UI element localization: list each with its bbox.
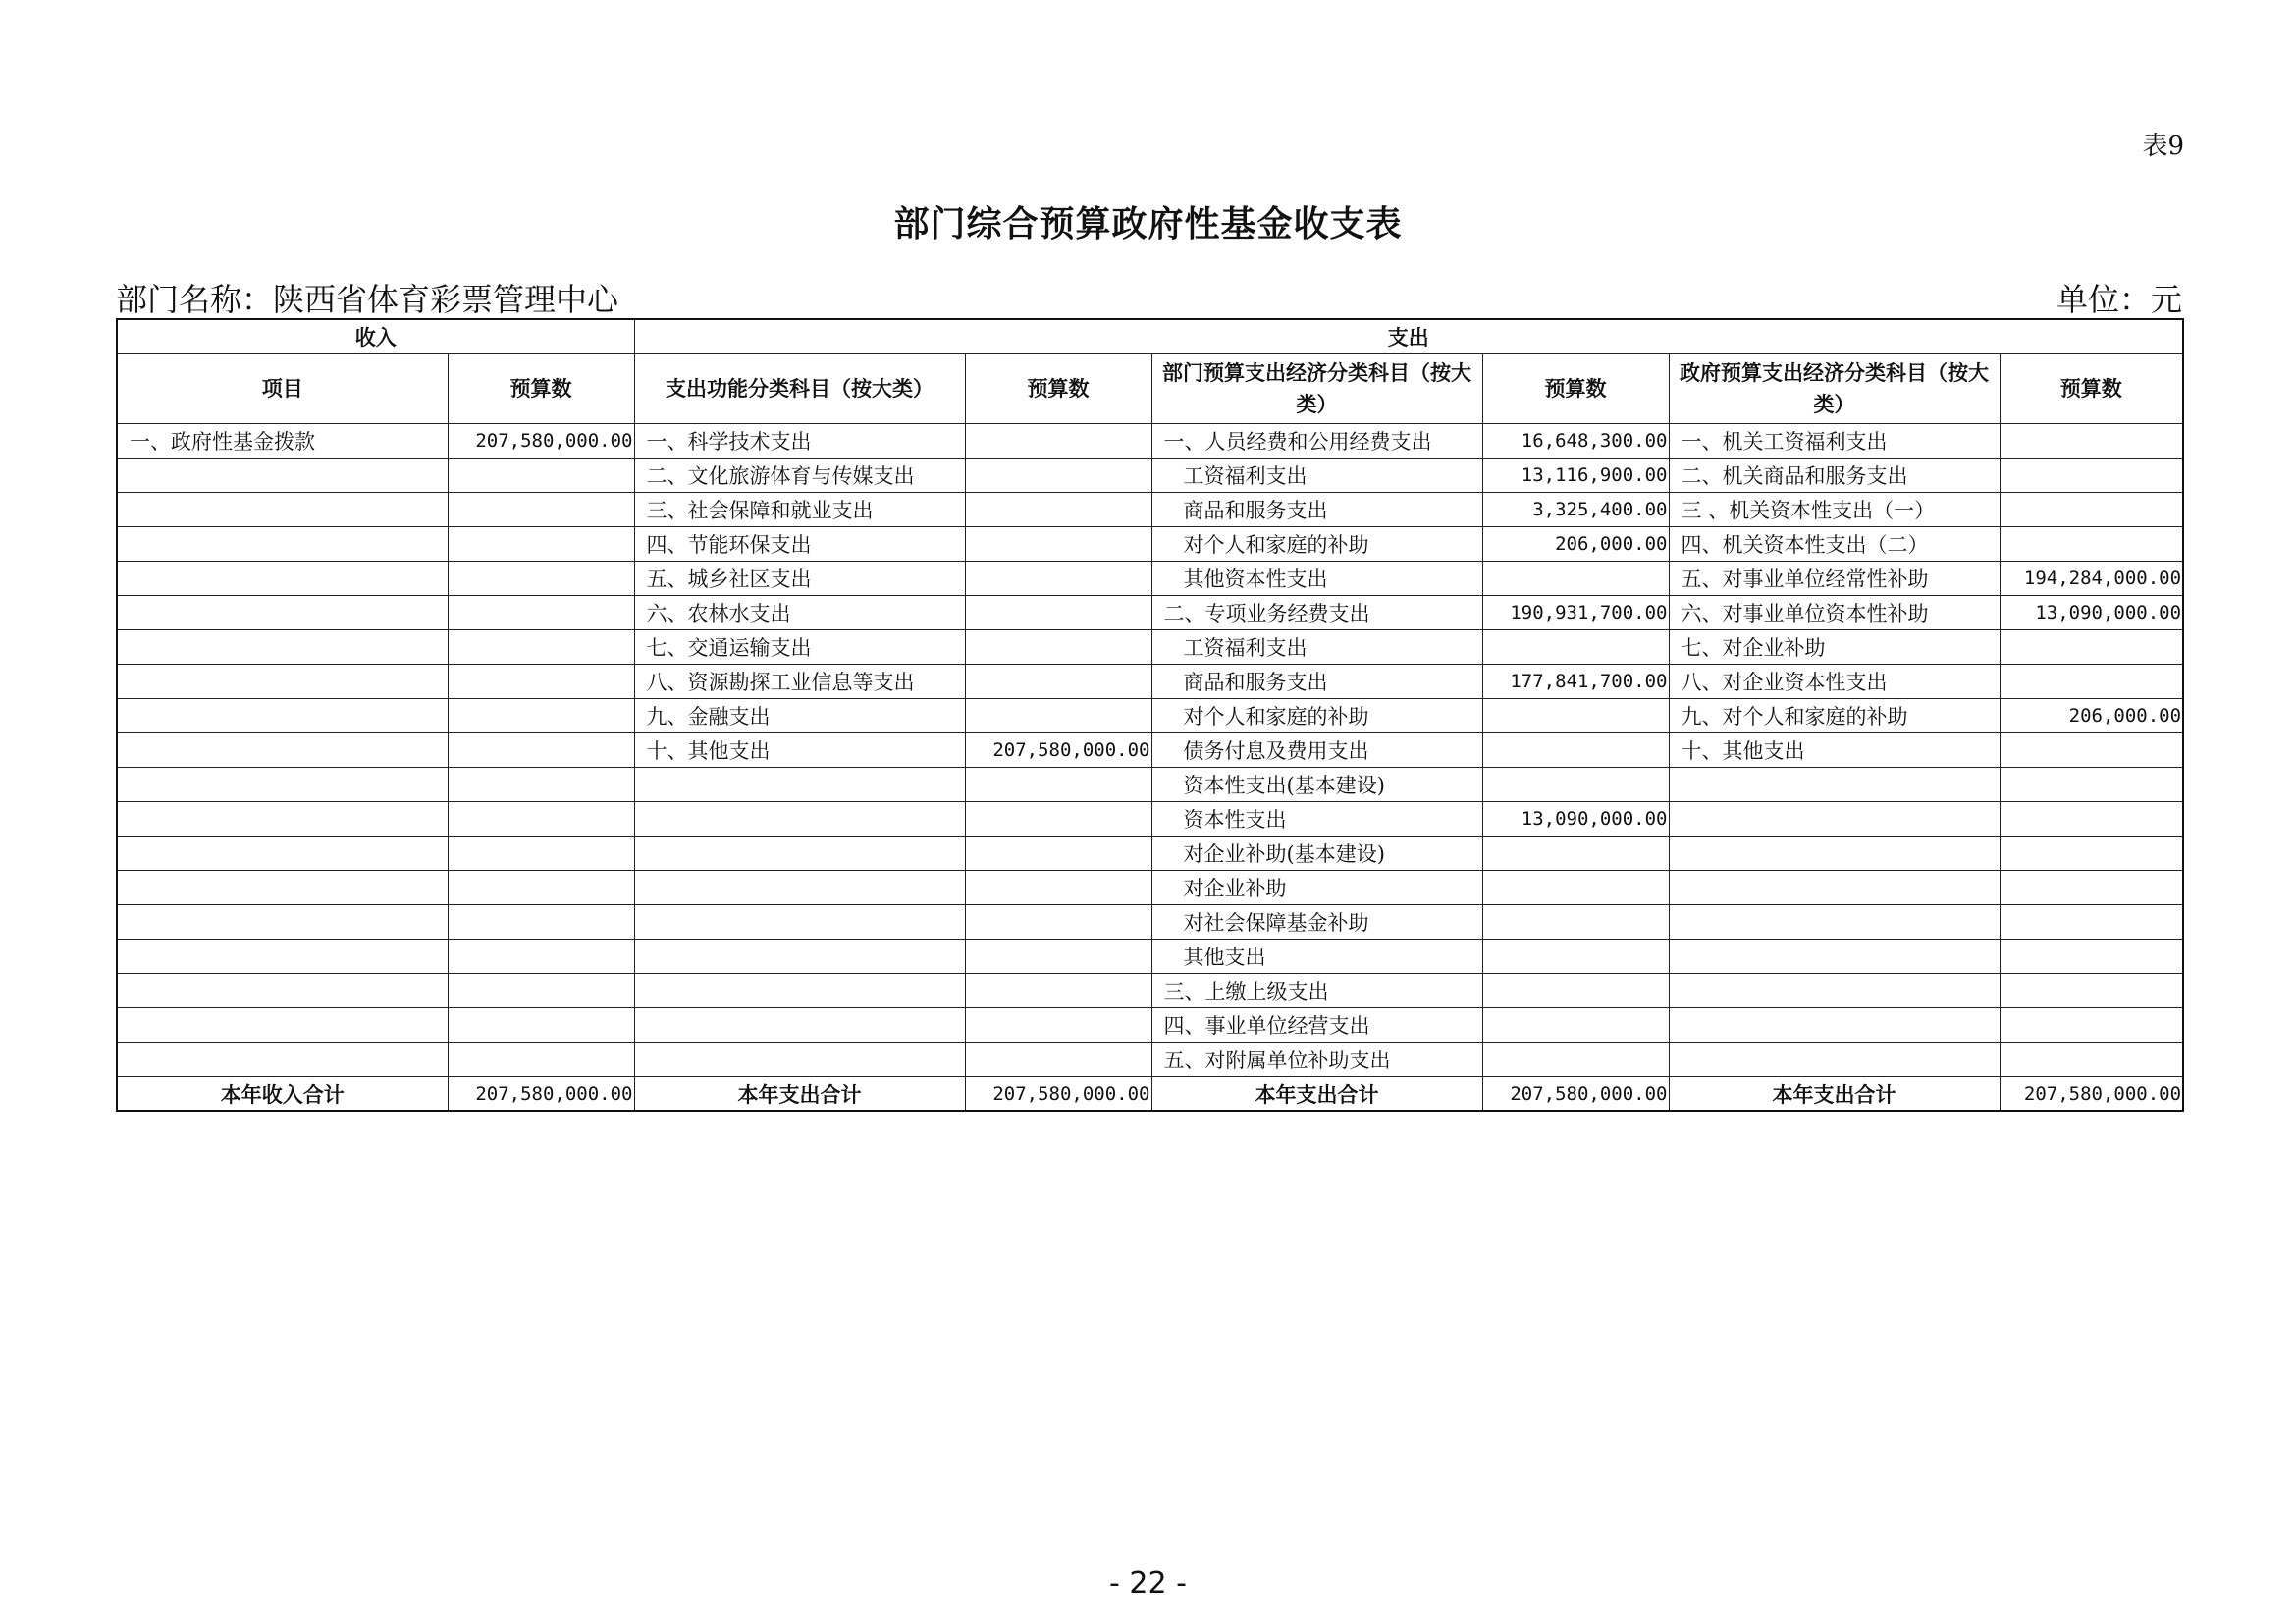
income-item-cell [117, 493, 448, 527]
gov-item-cell: 五、对事业单位经常性补助 [1669, 562, 2000, 596]
dept-budget-cell: 190,931,700.00 [1482, 596, 1669, 630]
func-item-cell [634, 871, 965, 905]
func-budget-cell [965, 493, 1151, 527]
gov-item-cell: 一、机关工资福利支出 [1669, 424, 2000, 459]
income-item-cell [117, 596, 448, 630]
income-item-cell [117, 733, 448, 768]
income-item-cell [117, 905, 448, 940]
dept-budget-cell: 177,841,700.00 [1482, 665, 1669, 699]
gov-item-cell [1669, 837, 2000, 871]
table-row [117, 527, 2183, 562]
income-item-cell [117, 1008, 448, 1043]
gov-budget-cell [2000, 905, 2183, 940]
gov-budget-cell [2000, 665, 2183, 699]
budget-table [116, 318, 2184, 1112]
gov-budget-cell [2000, 974, 2183, 1008]
income-budget-cell [448, 527, 634, 562]
income-item-cell [117, 630, 448, 665]
func-item-cell [634, 768, 965, 802]
income-item-cell [117, 459, 448, 493]
income-budget-cell [448, 699, 634, 733]
dept-budget-cell [1482, 871, 1669, 905]
func-item-cell: 六、农林水支出 [634, 596, 965, 630]
dept-info-line [116, 275, 2182, 318]
func-budget-cell: 207,580,000.00 [965, 733, 1151, 768]
func-budget-cell [965, 596, 1151, 630]
dept-budget-cell [1482, 733, 1669, 768]
income-budget-cell [448, 1008, 634, 1043]
dept-item-cell: 对个人和家庭的补助 [1151, 699, 1482, 733]
gov-item-cell: 十、其他支出 [1669, 733, 2000, 768]
income-budget-cell [448, 493, 634, 527]
gov-budget-cell: 206,000.00 [2000, 699, 2183, 733]
table-row [117, 940, 2183, 974]
gov-item-cell: 七、对企业补助 [1669, 630, 2000, 665]
gov-item-cell: 二、机关商品和服务支出 [1669, 459, 2000, 493]
income-budget-cell [448, 459, 634, 493]
gov-budget-cell [2000, 493, 2183, 527]
table-row [117, 459, 2183, 493]
dept-item-cell: 一、人员经费和公用经费支出 [1151, 424, 1482, 459]
dept-budget-cell: 206,000.00 [1482, 527, 1669, 562]
gov-budget-cell [2000, 1008, 2183, 1043]
gov-budget-header: 预算数 [2000, 354, 2183, 424]
table-row [117, 699, 2183, 733]
income-budget-cell [448, 665, 634, 699]
dept-item-cell: 资本性支出 [1151, 802, 1482, 837]
unit-label: 单位：元 [2056, 281, 2182, 318]
table-body [117, 424, 2183, 1077]
gov-item-cell [1669, 1008, 2000, 1043]
income-item-cell [117, 665, 448, 699]
func-budget-cell [965, 940, 1151, 974]
income-budget-cell [448, 630, 634, 665]
income-budget-cell [448, 837, 634, 871]
income-total-label: 本年收入合计 [117, 1077, 448, 1112]
item-header: 项目 [117, 354, 448, 424]
func-budget-cell [965, 424, 1151, 459]
func-total-label: 本年支出合计 [634, 1077, 965, 1112]
gov-item-cell: 四、机关资本性支出（二） [1669, 527, 2000, 562]
func-budget-cell [965, 459, 1151, 493]
func-budget-cell [965, 905, 1151, 940]
dept-budget-cell: 13,090,000.00 [1482, 802, 1669, 837]
gov-budget-cell [2000, 1043, 2183, 1077]
func-budget-cell [965, 1008, 1151, 1043]
dept-budget-cell [1482, 837, 1669, 871]
table-row [117, 974, 2183, 1008]
dept-budget-cell [1482, 630, 1669, 665]
func-budget-cell [965, 974, 1151, 1008]
func-class-header: 支出功能分类科目（按大类） [634, 354, 965, 424]
func-item-cell: 八、资源勘探工业信息等支出 [634, 665, 965, 699]
table-row [117, 562, 2183, 596]
table-row [117, 493, 2183, 527]
income-item-cell [117, 837, 448, 871]
func-item-cell [634, 940, 965, 974]
gov-item-cell [1669, 974, 2000, 1008]
dept-item-cell: 五、对附属单位补助支出 [1151, 1043, 1482, 1077]
gov-budget-cell [2000, 871, 2183, 905]
income-budget-cell [448, 1043, 634, 1077]
func-budget-cell [965, 802, 1151, 837]
income-item-cell [117, 974, 448, 1008]
func-item-cell [634, 837, 965, 871]
dept-item-cell: 其他资本性支出 [1151, 562, 1482, 596]
gov-budget-cell [2000, 768, 2183, 802]
func-item-cell [634, 974, 965, 1008]
income-budget-header: 预算数 [448, 354, 634, 424]
table-row [117, 871, 2183, 905]
gov-item-cell: 八、对企业资本性支出 [1669, 665, 2000, 699]
dept-total-label: 本年支出合计 [1151, 1077, 1482, 1112]
income-item-cell [117, 940, 448, 974]
gov-budget-cell: 13,090,000.00 [2000, 596, 2183, 630]
income-total-value: 207,580,000.00 [448, 1077, 634, 1112]
dept-budget-header: 预算数 [1482, 354, 1669, 424]
table-row [117, 837, 2183, 871]
gov-budget-cell [2000, 837, 2183, 871]
income-budget-cell [448, 596, 634, 630]
income-item-cell [117, 527, 448, 562]
income-budget-cell [448, 974, 634, 1008]
table-row [117, 1043, 2183, 1077]
income-item-cell: 一、政府性基金拨款 [117, 424, 448, 459]
income-budget-cell [448, 562, 634, 596]
func-item-cell: 一、科学技术支出 [634, 424, 965, 459]
expense-header: 支出 [634, 319, 2183, 354]
table-row [117, 630, 2183, 665]
func-budget-cell [965, 768, 1151, 802]
gov-item-cell: 六、对事业单位资本性补助 [1669, 596, 2000, 630]
func-item-cell: 二、文化旅游体育与传媒支出 [634, 459, 965, 493]
income-budget-cell [448, 871, 634, 905]
income-item-cell [117, 768, 448, 802]
dept-budget-cell [1482, 1008, 1669, 1043]
dept-item-cell: 对企业补助 [1151, 871, 1482, 905]
gov-total-value: 207,580,000.00 [2000, 1077, 2183, 1112]
gov-item-cell [1669, 871, 2000, 905]
income-budget-cell [448, 768, 634, 802]
income-budget-cell [448, 802, 634, 837]
table-number: 表9 [2142, 132, 2184, 161]
dept-item-cell: 债务付息及费用支出 [1151, 733, 1482, 768]
func-item-cell [634, 1043, 965, 1077]
dept-item-cell: 对企业补助(基本建设) [1151, 837, 1482, 871]
func-item-cell [634, 802, 965, 837]
dept-budget-cell [1482, 974, 1669, 1008]
table-row [117, 665, 2183, 699]
func-budget-cell [965, 527, 1151, 562]
page-number: - 22 - [1109, 1566, 1187, 1600]
table-row [117, 424, 2183, 459]
dept-budget-cell [1482, 940, 1669, 974]
table-row [117, 596, 2183, 630]
dept-budget-cell [1482, 905, 1669, 940]
gov-item-cell [1669, 802, 2000, 837]
income-item-cell [117, 871, 448, 905]
table-row [117, 905, 2183, 940]
dept-total-value: 207,580,000.00 [1482, 1077, 1669, 1112]
dept-item-cell: 商品和服务支出 [1151, 493, 1482, 527]
table-row [117, 1008, 2183, 1043]
gov-budget-cell [2000, 940, 2183, 974]
dept-item-cell: 对个人和家庭的补助 [1151, 527, 1482, 562]
func-budget-cell [965, 871, 1151, 905]
dept-budget-cell: 16,648,300.00 [1482, 424, 1669, 459]
income-item-cell [117, 1043, 448, 1077]
gov-item-cell: 九、对个人和家庭的补助 [1669, 699, 2000, 733]
dept-budget-cell: 13,116,900.00 [1482, 459, 1669, 493]
dept-item-cell: 对社会保障基金补助 [1151, 905, 1482, 940]
func-item-cell: 四、节能环保支出 [634, 527, 965, 562]
func-budget-cell [965, 699, 1151, 733]
table-row [117, 733, 2183, 768]
dept-budget-cell: 3,325,400.00 [1482, 493, 1669, 527]
func-item-cell: 五、城乡社区支出 [634, 562, 965, 596]
func-item-cell [634, 905, 965, 940]
dept-budget-cell [1482, 562, 1669, 596]
income-budget-cell [448, 940, 634, 974]
dept-item-cell: 四、事业单位经营支出 [1151, 1008, 1482, 1043]
func-budget-cell [965, 562, 1151, 596]
gov-budget-cell [2000, 424, 2183, 459]
income-item-cell [117, 699, 448, 733]
dept-item-cell: 工资福利支出 [1151, 459, 1482, 493]
gov-item-cell: 三 、机关资本性支出（一） [1669, 493, 2000, 527]
table-row [117, 768, 2183, 802]
func-budget-cell [965, 1043, 1151, 1077]
func-item-cell: 三、社会保障和就业支出 [634, 493, 965, 527]
gov-total-label: 本年支出合计 [1669, 1077, 2000, 1112]
income-budget-cell [448, 905, 634, 940]
gov-budget-cell [2000, 459, 2183, 493]
gov-item-cell [1669, 905, 2000, 940]
income-header: 收入 [117, 319, 634, 354]
income-item-cell [117, 562, 448, 596]
gov-budget-cell [2000, 527, 2183, 562]
func-budget-cell [965, 665, 1151, 699]
income-budget-cell [448, 733, 634, 768]
func-budget-cell [965, 837, 1151, 871]
dept-econ-header: 部门预算支出经济分类科目（按大类） [1151, 354, 1482, 424]
func-budget-cell [965, 630, 1151, 665]
func-item-cell: 九、金融支出 [634, 699, 965, 733]
dept-budget-cell [1482, 699, 1669, 733]
page-title: 部门综合预算政府性基金收支表 [893, 203, 1403, 244]
func-budget-header: 预算数 [965, 354, 1151, 424]
dept-item-cell: 二、专项业务经费支出 [1151, 596, 1482, 630]
dept-item-cell: 三、上缴上级支出 [1151, 974, 1482, 1008]
dept-item-cell: 其他支出 [1151, 940, 1482, 974]
gov-item-cell [1669, 768, 2000, 802]
dept-budget-cell [1482, 1043, 1669, 1077]
gov-budget-cell: 194,284,000.00 [2000, 562, 2183, 596]
func-item-cell: 十、其他支出 [634, 733, 965, 768]
func-item-cell [634, 1008, 965, 1043]
gov-budget-cell [2000, 733, 2183, 768]
dept-item-cell: 商品和服务支出 [1151, 665, 1482, 699]
gov-budget-cell [2000, 630, 2183, 665]
func-item-cell: 七、交通运输支出 [634, 630, 965, 665]
gov-item-cell [1669, 1043, 2000, 1077]
func-total-value: 207,580,000.00 [965, 1077, 1151, 1112]
income-budget-cell: 207,580,000.00 [448, 424, 634, 459]
table-row [117, 802, 2183, 837]
gov-budget-cell [2000, 802, 2183, 837]
dept-budget-cell [1482, 768, 1669, 802]
dept-item-cell: 工资福利支出 [1151, 630, 1482, 665]
gov-econ-header: 政府预算支出经济分类科目（按大类） [1669, 354, 2000, 424]
dept-item-cell: 资本性支出(基本建设) [1151, 768, 1482, 802]
gov-item-cell [1669, 940, 2000, 974]
dept-name-label: 部门名称：陕西省体育彩票管理中心 [116, 281, 619, 318]
income-item-cell [117, 802, 448, 837]
totals-row [117, 1077, 2183, 1112]
